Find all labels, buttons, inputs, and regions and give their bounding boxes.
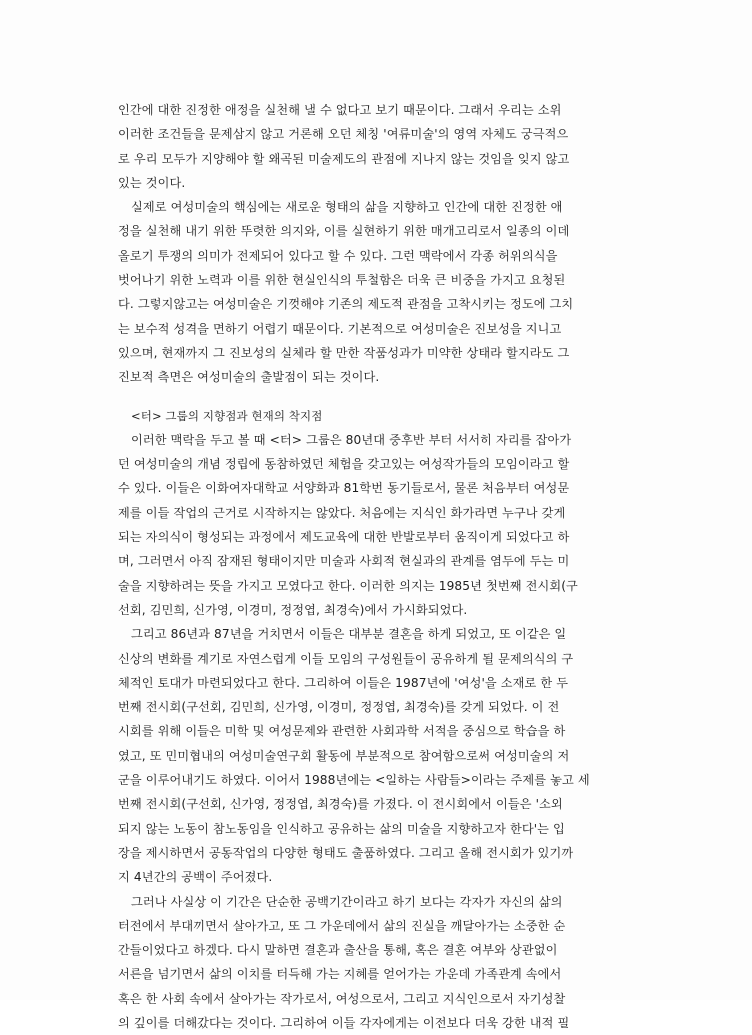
text-line: 이러한 맥락을 두고 볼 때 <터> 그룹은 80년대 중후반 부터 서서히 자리를 잡아가	[118, 428, 634, 452]
text-line: 수 있다. 이들은 이화여자대학교 서양화과 81학번 동기들로서, 물론 처음부터 여성문	[118, 476, 634, 500]
section-gap	[118, 390, 634, 404]
text-line: 체적인 토대가 마련되었다고 한다. 그리하여 이들은 1987년에 '여성'을 소재로 한 두	[118, 671, 634, 695]
text-line: 그러나 사실상 이 기간은 단순한 공백기간이라고 하기 보다는 각자가 자신의 삶의	[118, 890, 634, 914]
text-line: 벗어나기 위한 노력과 이를 위한 현실인식의 투철함은 더욱 큰 비중을 가지고 요청된	[118, 268, 634, 292]
text-line: 인간에 대한 진정한 애정을 실천해 낼 수 없다고 보기 때문이다. 그래서 우리는 소위	[118, 98, 634, 122]
text-line: 간들이었다고 하겠다. 다시 말하면 결혼과 출산을 통해, 혹은 결혼 여부와 상관없이	[118, 938, 634, 962]
section-heading: <터> 그룹의 지향점과 현재의 착지점	[118, 404, 634, 428]
text-line: 진보적 측면은 여성미술의 출발점이 되는 것이다.	[118, 365, 634, 389]
text-line: 장을 제시하면서 공동작업의 다양한 형태도 출품하였다. 그리고 올해 전시회가 있기까	[118, 841, 634, 865]
text-line: 있는 것이다.	[118, 171, 634, 195]
text-line: 의 깊이를 더해갔다는 것이다. 그리하여 이들 각자에게는 이전보다 더욱 강한 내적 필	[118, 1011, 634, 1035]
text-line: 신상의 변화를 계기로 자연스럽게 이들 모임의 구성원들이 공유하게 될 문제의식의 구	[118, 647, 634, 671]
paragraph-5	[118, 890, 634, 1035]
text-line: 로 우리 모두가 지양해야 할 왜곡된 미술제도의 관점에 지나지 않는 것임을 잊지 않고	[118, 147, 634, 171]
text-line: 터전에서 부대끼면서 살아가고, 또 그 가운데에서 삶의 진실을 깨달아가는 소중한 순	[118, 914, 634, 938]
text-line: 되지 않는 노동이 참노동임을 인식하고 공유하는 삶의 미술을 지향하고자 한다'는 입	[118, 817, 634, 841]
text-line: 였고, 또 민미협내의 여성미술연구회 활동에 부분적으로 참여함으로써 여성미술의 저	[118, 744, 634, 768]
text-line: 올로기 투쟁의 의미가 전제되어 있다고 할 수 있다. 그런 맥락에서 각종 허위의식을	[118, 244, 634, 268]
paragraph-1	[118, 98, 634, 195]
paragraph-4	[118, 622, 634, 889]
body-text	[118, 98, 634, 1035]
text-line: 서른을 넘기면서 삶의 이치를 터득해 가는 지혜를 얻어가는 가운데 가족관계 속에서	[118, 962, 634, 986]
text-line: 번째 전시회(구선회, 신가영, 정정엽, 최경숙)를 가졌다. 이 전시회에서 이들은 '소외	[118, 792, 634, 816]
text-line: 며, 그러면서 아직 잠재된 형태이지만 미술과 사회적 현실과의 관계를 염두에 두는 미	[118, 549, 634, 573]
text-line: 술을 지향하려는 뜻을 가지고 모였다고 한다. 이러한 의지는 1985년 첫번째 전시회(구	[118, 574, 634, 598]
text-line: 그리고 86년과 87년을 거치면서 이들은 대부분 결혼을 하게 되었고, 또 이같은 일	[118, 622, 634, 646]
text-line: 선회, 김민희, 신가영, 이경미, 정정엽, 최경숙)에서 가시화되었다.	[118, 598, 634, 622]
text-line: 던 여성미술의 개념 정립에 동참하였던 체험을 갖고있는 여성작가들의 모임이라고 할	[118, 452, 634, 476]
text-line: 군을 이루어내기도 하였다. 이어서 1988년에는 <일하는 사람들>이라는 주제를 놓고 세	[118, 768, 634, 792]
text-line: 다. 그렇지않고는 여성미술은 기껏해야 기존의 제도적 관점을 고착시키는 정도에 그치	[118, 292, 634, 316]
text-line: 정을 실천해 내기 위한 뚜렷한 의지와, 이를 실현하기 위한 매개고리로서 일종의 이데	[118, 219, 634, 243]
text-line: 는 보수적 성격을 면하기 어렵기 때문이다. 기본적으로 여성미술은 진보성을 지니고	[118, 317, 634, 341]
text-line: 있으며, 현재까지 그 진보성의 실체라 할 만한 작품성과가 미약한 상태라 할지라도 그	[118, 341, 634, 365]
paragraph-2	[118, 195, 634, 389]
paragraph-3	[118, 428, 634, 622]
text-line: 이러한 조건들을 문제삼지 않고 거론해 오던 체칭 '여류미술'의 영역 자체도 궁극적으	[118, 122, 634, 146]
text-line: 혹은 한 사회 속에서 살아가는 작가로서, 여성으로서, 그리고 지식인으로서 자기성찰	[118, 987, 634, 1011]
text-line: 제를 이들 작업의 근거로 시작하지는 않았다. 처음에는 지식인 화가라면 누구나 갖게	[118, 501, 634, 525]
text-line: 실제로 여성미술의 핵심에는 새로운 형태의 삶을 지향하고 인간에 대한 진정한 애	[118, 195, 634, 219]
text-line: 시회를 위해 이들은 미학 및 여성문제와 관련한 사회과학 서적을 중심으로 학습을 하	[118, 719, 634, 743]
text-line: 번째 전시회(구선회, 김민희, 신가영, 이경미, 정정엽, 최경숙)를 갖게 되었다. 이 전	[118, 695, 634, 719]
text-line: 되는 자의식이 형성되는 과정에서 제도교육에 대한 반발로부터 움직이게 되었다고 하	[118, 525, 634, 549]
text-line: 지 4년간의 공백이 주어졌다.	[118, 865, 634, 889]
